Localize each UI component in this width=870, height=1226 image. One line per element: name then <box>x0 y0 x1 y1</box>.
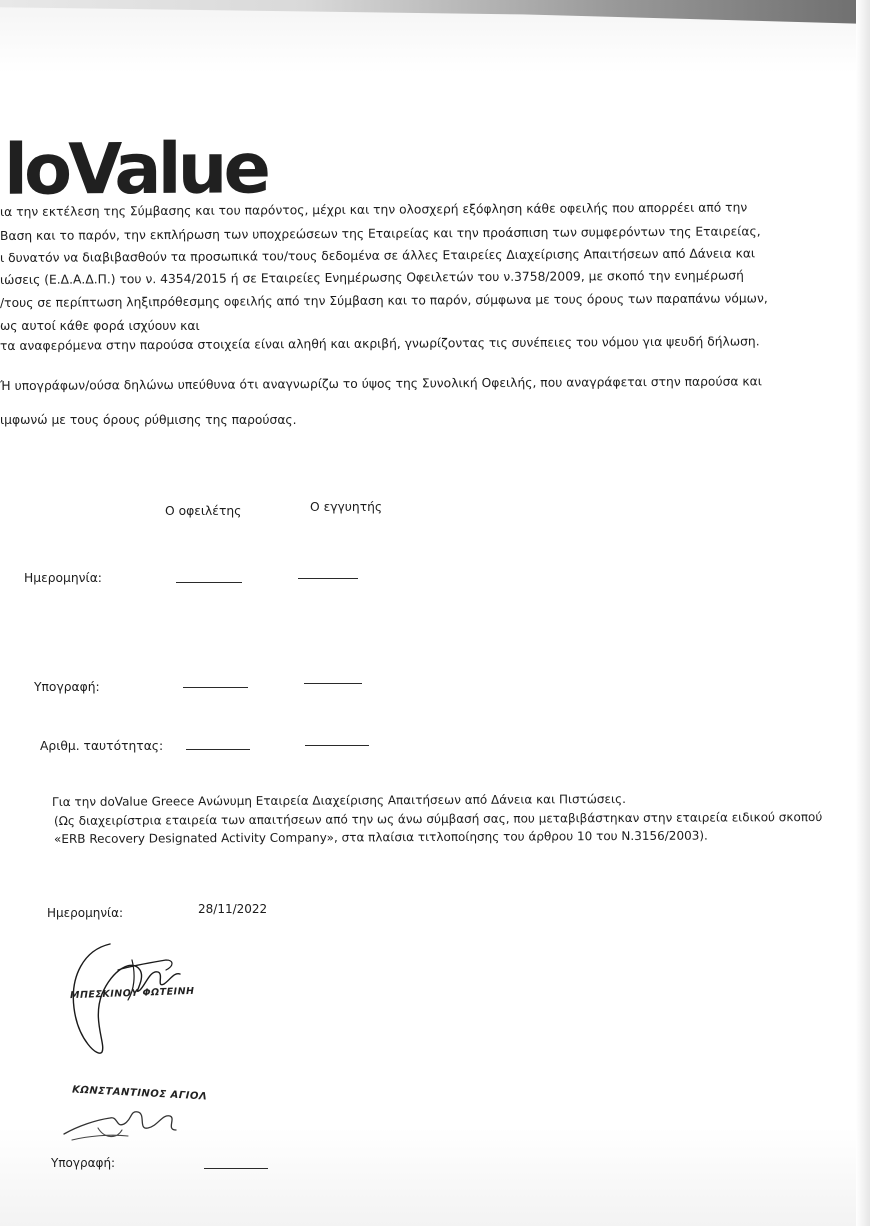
clause-line: /τους σε περίπτωση ληξιπρόθεσμης οφειλής από την Σύμβαση και το παρόν, σύμφωνα με τους όρους των παραπάνω νόμων, <box>0 291 768 310</box>
debtor-date-line <box>176 582 242 583</box>
debtor-signature-line <box>183 687 248 688</box>
scan-shadow-top <box>0 0 870 24</box>
signer-name-stamp-2: ΚΩΝΣΤΑΝΤΙΝΟΣ ΑΓΙΟΛ <box>71 1084 208 1103</box>
dovalue-logo: loValue <box>4 127 267 211</box>
guarantor-id-line <box>305 745 369 746</box>
debtor-id-line <box>186 749 250 750</box>
id-number-label: Αριθμ. ταυτότητας: <box>40 739 164 753</box>
signer-name-stamp-1: ΜΠΕΣΚΙΝΟΥ ΦΩΤΕΙΝΗ <box>69 985 195 1002</box>
guarantor-date-line <box>298 578 358 579</box>
footer-date-label: Ημερομηνία: <box>47 906 124 920</box>
clause-line: ιώσεις (Ε.Δ.Α.Δ.Π.) του ν. 4354/2015 ή σε Εταιρείες Ενημέρωσης Οφειλετών του ν.3758/2009, με σκοπό την ενημέρωσή <box>0 268 744 287</box>
date-label: Ημερομηνία: <box>24 571 102 585</box>
securitization-line: «ERB Recovery Designated Activity Company», στα πλαίσια τιτλοποίησης του άρθρου 10 του Ν.3156/2003). <box>53 828 708 846</box>
clause-line: ως αυτοί κάθε φορά ισχύουν και <box>0 319 200 333</box>
servicer-note-line: (Ως διαχειρίστρια εταιρεία των απαιτήσεων από την ως άνω σύμβασή σας, που μεταβιβάστηκαν στην εταιρεία ειδικού σκοπού <box>53 809 823 828</box>
signature-label: Υπογραφή: <box>34 680 100 694</box>
guarantor-heading: Ο εγγυητής <box>310 500 383 514</box>
guarantor-signature-line <box>304 683 362 684</box>
footer-date-value: 28/11/2022 <box>198 902 268 916</box>
debtor-heading: Ο οφειλέτης <box>165 504 242 518</box>
footer-signature-line <box>204 1168 268 1169</box>
footer-signature-label: Υπογραφή: <box>51 1156 116 1170</box>
clause-line: ι δυνατόν να διαβιβασθούν τα προσωπικά του/τους δεδομένα σε άλλες Εταιρείες Διαχείρισης Απαιτήσεων από Δάνεια και <box>0 246 756 265</box>
scan-shadow-right <box>856 0 870 1226</box>
clause-line: ιμφωνώ με τους όρους ρύθμισης της παρούσας. <box>0 413 297 427</box>
clause-line: τα αναφερόμενα στην παρούσα στοιχεία είναι αληθή και ακριβή, γνωρίζοντας τις συνέπειες του νόμου για ψευδή δήλωση. <box>0 334 760 353</box>
clause-line: ια την εκτέλεση της Σύμβασης και του παρόντος, μέχρι και την ολοσχερή εξόφληση κάθε οφειλής που απορρέει από την <box>0 200 748 219</box>
signature-scribble-2 <box>58 1100 198 1150</box>
clause-line: Βαση και το παρόν, την εκπλήρωση των υποχρεώσεων της Εταιρείας και την προάσπιση των συμφερόντων της Εταιρείας, <box>0 224 761 243</box>
company-line: Για την doValue Greece Ανώνυμη Εταιρεία Διαχείρισης Απαιτήσεων από Δάνεια και Πιστώσεις. <box>51 791 626 809</box>
clause-line: Ή υπογράφων/ούσα δηλώνω υπεύθυνα ότι αναγνωρίζω το ύψος της Συνολική Οφειλής, που αναγράφεται στην παρούσα και <box>0 374 762 393</box>
